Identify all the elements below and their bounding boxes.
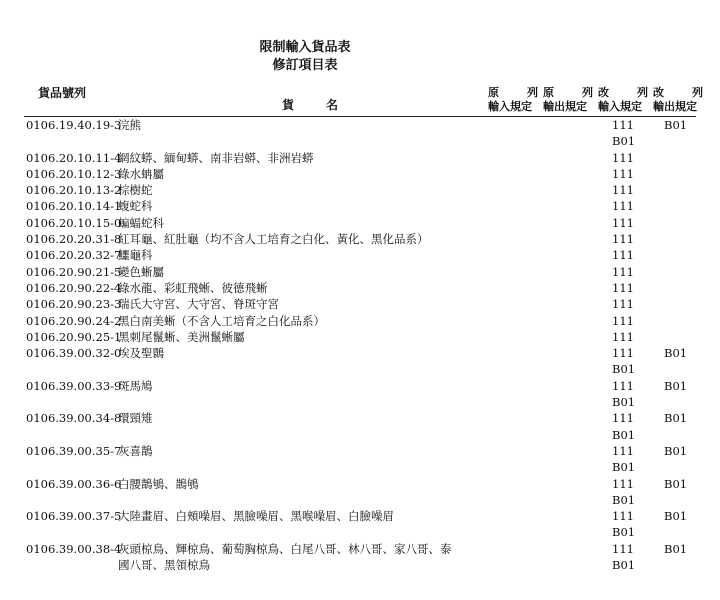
row-new-import-code: 111 [612, 232, 634, 247]
row-new-import-code: 111 [612, 313, 634, 328]
table-row [0, 247, 720, 263]
row-code: 0106.39.00.37-5 [26, 509, 122, 524]
row-new-import-code: 111 [612, 248, 634, 263]
row-new-import [612, 182, 642, 198]
row-new-import-code: B01 [612, 362, 636, 377]
row-name [118, 280, 478, 296]
row-name [118, 264, 478, 280]
header-orig-import [488, 86, 542, 114]
row-new-import-code: 111 [612, 329, 634, 344]
row-new-import-code: B01 [612, 558, 636, 573]
table-row [0, 443, 720, 476]
row-name-line: 埃及聖䴉 [118, 346, 164, 361]
header-orig-import-a2: 列 [527, 86, 538, 99]
row-code: 0106.20.20.31-8 [26, 232, 122, 247]
table-row [0, 508, 720, 541]
table-row [0, 198, 720, 214]
row-name-line: 綠水蚺屬 [118, 166, 164, 181]
row-new-import [612, 231, 642, 247]
row-new-import [612, 345, 642, 378]
row-new-import [612, 150, 642, 166]
row-name-line: 紅耳龜、紅肚龜（均不含人工培育之白化、黃化、黑化品系） [118, 232, 429, 247]
row-code: 0106.20.10.12-3 [26, 166, 122, 181]
row-new-import-code: B01 [612, 134, 636, 149]
row-new-import [612, 264, 642, 280]
row-new-import [612, 329, 642, 345]
row-new-import [612, 280, 642, 296]
row-code: 0106.39.00.32-0 [26, 346, 122, 361]
row-name-line: 網紋蟒、緬甸蟒、南非岩蟒、非洲岩蟒 [118, 150, 314, 165]
row-new-import [612, 313, 642, 329]
table-body [0, 117, 720, 573]
table-row [0, 296, 720, 312]
row-name [118, 166, 478, 182]
row-name [118, 508, 478, 524]
header-new-import [598, 86, 652, 114]
row-new-export: B01 [664, 346, 688, 361]
table-row [0, 313, 720, 329]
row-name-line: 灰頭椋鳥、輝椋鳥、葡萄胸椋鳥、白尾八哥、林八哥、家八哥、泰 [118, 541, 452, 556]
row-code: 0106.20.90.23-3 [26, 297, 122, 312]
header-new-import-a2: 列 [637, 86, 648, 99]
row-name [118, 410, 478, 426]
table-row [0, 215, 720, 231]
table-row [0, 150, 720, 166]
row-new-import-code: 111 [612, 443, 634, 458]
row-new-import [612, 508, 642, 541]
header-new-import-a1: 改 [598, 86, 609, 99]
row-new-import [612, 296, 642, 312]
row-new-import-code: 111 [612, 411, 634, 426]
row-name-line: 蝙蝠蛇科 [118, 215, 164, 230]
row-name [118, 345, 478, 361]
row-new-import-code: 111 [612, 183, 634, 198]
row-new-import-code: 111 [612, 215, 634, 230]
row-new-import [612, 541, 642, 574]
table-row [0, 541, 720, 574]
row-new-import-code: 111 [612, 166, 634, 181]
table-row [0, 329, 720, 345]
row-new-import-code: B01 [612, 395, 636, 410]
row-new-import-code: 111 [612, 378, 634, 393]
row-name [118, 443, 478, 459]
header-orig-import-b: 輸入規定 [488, 100, 532, 113]
row-name [118, 378, 478, 394]
header-new-export-a2: 列 [692, 86, 703, 99]
row-new-import-code: B01 [612, 492, 636, 507]
row-code: 0106.20.90.25-1 [26, 329, 122, 344]
row-name [118, 329, 478, 345]
row-new-export: B01 [664, 378, 688, 393]
row-name [118, 117, 478, 133]
row-new-import-code: 111 [612, 280, 634, 295]
row-name-line: 國八哥、黑領椋鳥 [118, 558, 210, 573]
row-code: 0106.39.00.36-6 [26, 476, 122, 491]
row-new-import-code: B01 [612, 427, 636, 442]
row-new-import [612, 215, 642, 231]
row-code: 0106.39.00.34-8 [26, 411, 122, 426]
row-new-import-code: 111 [612, 541, 634, 556]
row-new-export: B01 [664, 443, 688, 458]
row-code: 0106.39.00.35-7 [26, 443, 122, 458]
document-subtitle: 修訂項目表 [272, 58, 338, 73]
row-new-import-code: 111 [612, 264, 634, 279]
row-new-import-code: B01 [612, 460, 636, 475]
row-new-import [612, 117, 642, 150]
row-name [118, 198, 478, 214]
row-name-line: 棕樹蛇 [118, 183, 153, 198]
row-new-import [612, 378, 642, 411]
row-name [118, 215, 478, 231]
row-name [118, 476, 478, 492]
row-new-export: B01 [664, 411, 688, 426]
row-code: 0106.20.90.24-2 [26, 313, 122, 328]
row-name-line: 黑刺尾鬣蜥、美洲鬣蜥屬 [118, 329, 245, 344]
table-row [0, 345, 720, 378]
row-name-line: 斑馬鳩 [118, 378, 153, 393]
row-code: 0106.20.20.32-7 [26, 248, 122, 263]
row-new-import [612, 166, 642, 182]
row-new-import [612, 476, 642, 509]
row-name [118, 313, 478, 329]
row-code: 0106.39.00.33-9 [26, 378, 122, 393]
row-new-export: B01 [664, 509, 688, 524]
row-code: 0106.20.10.14-1 [26, 199, 122, 214]
row-name-line: 浣熊 [118, 118, 141, 132]
row-name-line: 黑白南美蜥（不含人工培育之白化品系） [118, 313, 325, 328]
header-code: 貨品號列 [38, 86, 87, 100]
row-new-import-code: B01 [612, 525, 636, 540]
header-new-export-b: 輸出規定 [653, 100, 697, 113]
row-new-import [612, 247, 642, 263]
header-name: 貨 名 [282, 98, 349, 112]
header-orig-export-a1: 原 [543, 86, 554, 99]
row-code: 0106.20.90.22-4 [26, 280, 122, 295]
row-name [118, 296, 478, 312]
row-name-line: 蝮蛇科 [118, 199, 153, 214]
row-new-import [612, 198, 642, 214]
row-new-export: B01 [664, 118, 688, 132]
row-code: 0106.19.40.19-3 [26, 118, 122, 132]
row-name-line: 變色蜥屬 [118, 264, 164, 279]
row-name-line: 鱷龜科 [118, 248, 153, 263]
row-new-import-code: 111 [612, 476, 634, 491]
table-row [0, 378, 720, 411]
table-row [0, 182, 720, 198]
row-name-line: 瑞氏大守宮、大守宮、脊斑守宮 [118, 297, 279, 312]
row-name [118, 150, 478, 166]
row-new-export: B01 [664, 476, 688, 491]
row-new-import-code: 111 [612, 150, 634, 165]
header-orig-import-a1: 原 [488, 86, 499, 99]
row-name-line: 大陸畫眉、白頰噪眉、黑臉噪眉、黑喉噪眉、白臉噪眉 [118, 509, 394, 524]
table-row [0, 166, 720, 182]
row-new-import-code: 111 [612, 346, 634, 361]
row-name [118, 231, 478, 247]
header-orig-export-b: 輸出規定 [543, 100, 587, 113]
header-orig-export-a2: 列 [582, 86, 593, 99]
row-new-import-code: 111 [612, 297, 634, 312]
table-row [0, 280, 720, 296]
table-row [0, 117, 720, 150]
row-code: 0106.20.10.15-0 [26, 215, 122, 230]
row-code: 0106.20.90.21-5 [26, 264, 122, 279]
table-row [0, 264, 720, 280]
row-name-line: 白腰鵲鴝、鵲鴝 [118, 476, 199, 491]
table-row [0, 476, 720, 509]
row-new-import-code: 111 [612, 199, 634, 214]
row-name [118, 247, 478, 263]
header-new-import-b: 輸入規定 [598, 100, 642, 113]
document-title: 限制輸入貨品表 [259, 40, 351, 55]
row-new-import [612, 443, 642, 476]
table-row [0, 231, 720, 247]
row-new-import-code: 111 [612, 118, 634, 132]
row-code: 0106.20.10.13-2 [26, 183, 122, 198]
row-new-import [612, 410, 642, 443]
row-name-line: 綠水龍、彩虹飛蜥、彼德飛蜥 [118, 280, 268, 295]
table-row [0, 410, 720, 443]
row-code: 0106.39.00.38-4 [26, 541, 122, 556]
row-code: 0106.20.10.11-4 [26, 150, 122, 165]
header-orig-export [543, 86, 597, 114]
row-name-line: 環頸雉 [118, 411, 153, 426]
header-new-export-a1: 改 [653, 86, 664, 99]
header-new-export [653, 86, 707, 114]
row-name [118, 182, 478, 198]
row-new-import-code: 111 [612, 509, 634, 524]
row-new-export: B01 [664, 541, 688, 556]
row-name [118, 541, 478, 574]
row-name-line: 灰喜鵲 [118, 443, 153, 458]
